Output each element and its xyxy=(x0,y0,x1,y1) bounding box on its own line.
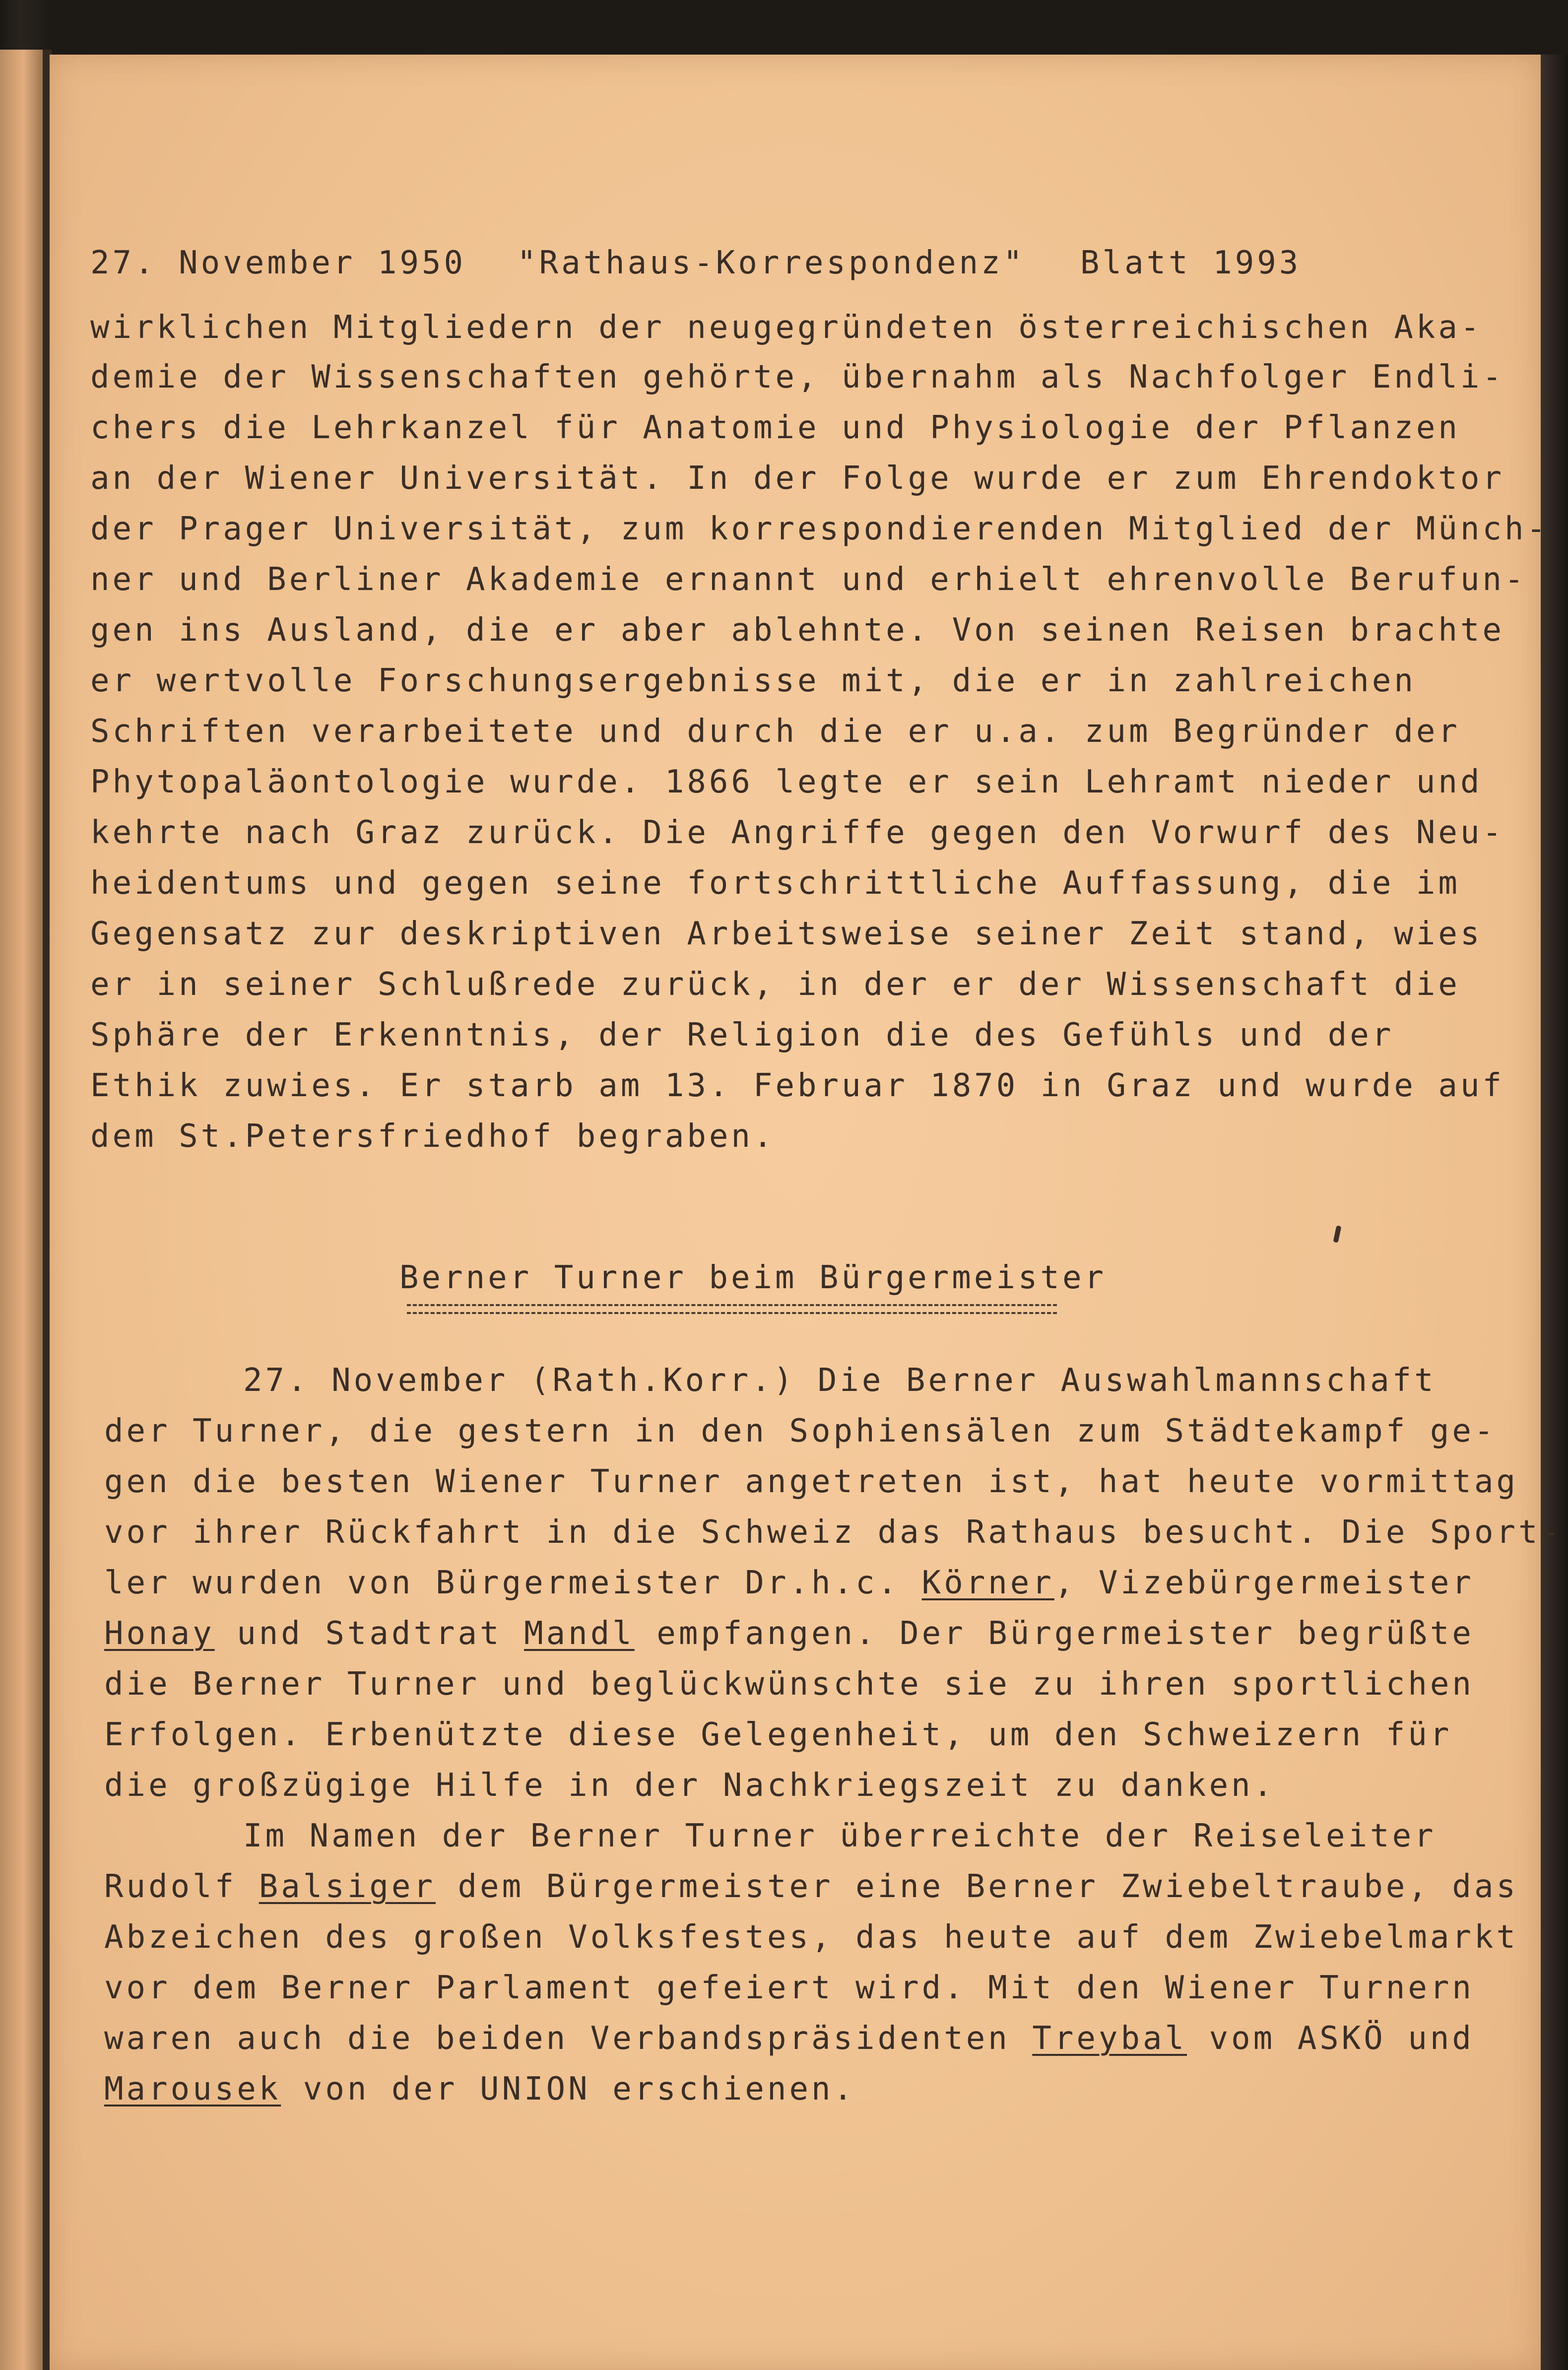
page-header xyxy=(90,247,1351,287)
text-line: Phytopaläontologie wurde. 1866 legte er sein Lehramt nieder und xyxy=(90,764,1483,800)
text-line: 27. November (Rath.Korr.) Die Berner Auswahlmannschaft xyxy=(243,1362,1437,1399)
text-segment: ler wurden von Bürgermeister Dr.h.c. xyxy=(104,1565,922,1601)
text-line xyxy=(104,1567,1474,1599)
text-segment: und Stadtrat xyxy=(214,1615,524,1652)
text-line xyxy=(104,1615,1474,1652)
underlined-name: Treybal xyxy=(1032,2020,1187,2057)
text-line: dem St.Petersfriedhof begraben. xyxy=(90,1118,776,1155)
text-line xyxy=(104,1868,1518,1905)
header-sheet-number: Blatt 1993 xyxy=(1080,245,1302,281)
text-line: heidentums und gegen seine fortschrittliche Auffassung, die im xyxy=(90,865,1460,902)
text-segment: empfangen. Der Bürgermeister begrüßte xyxy=(634,1615,1474,1652)
text-line: kehrte nach Graz zurück. Die Angriffe gegen den Vorwurf des Neu- xyxy=(90,814,1504,851)
page-shadow xyxy=(1541,55,1568,2370)
header-date: 27. November 1950 xyxy=(90,245,466,281)
underlined-name: Mandl xyxy=(524,1615,635,1652)
text-line: gen die besten Wiener Turner angetreten ist, hat heute vormittag xyxy=(104,1463,1518,1500)
text-segment: von der UNION erschienen. xyxy=(281,2071,856,2107)
text-line: Abzeichen des großen Volksfestes, das heute auf dem Zwiebelmarkt xyxy=(104,1919,1518,1956)
text-segment: Rudolf xyxy=(104,1868,259,1905)
header-publication: "Rathaus-Korrespondenz" xyxy=(517,245,1026,281)
text-line: der Prager Universität, zum korrespondierenden Mitglied der Münch- xyxy=(90,511,1549,547)
text-line: chers die Lehrkanzel für Anatomie und Physiologie der Pflanzen xyxy=(90,409,1460,446)
text-line: Gegensatz zur deskriptiven Arbeitsweise seiner Zeit stand, wies xyxy=(90,916,1483,952)
text-line: Ethik zuwies. Er starb am 13. Februar 1870 in Graz und wurde auf xyxy=(90,1067,1504,1104)
text-line: die Berner Turner und beglückwünschte sie zu ihren sportlichen xyxy=(104,1666,1474,1703)
text-line: er in seiner Schlußrede zurück, in der er der Wissenschaft die xyxy=(90,966,1460,1003)
text-line: vor dem Berner Parlament gefeiert wird. Mit den Wiener Turnern xyxy=(104,1970,1474,2006)
text-line: Im Namen der Berner Turner überreichte der Reiseleiter xyxy=(243,1818,1437,1854)
text-line: gen ins Ausland, die er aber ablehnte. Von seinen Reisen brachte xyxy=(90,612,1504,649)
text-line: an der Wiener Universität. In der Folge wurde er zum Ehrendoktor xyxy=(90,460,1504,497)
text-line: Erfolgen. Erbenützte diese Gelegenheit, um den Schweizern für xyxy=(104,1716,1452,1753)
text-line xyxy=(104,2073,855,2105)
underlined-name: Marousek xyxy=(104,2071,281,2107)
text-line: er wertvolle Forschungsergebnisse mit, die er in zahlreichen xyxy=(90,662,1416,699)
text-line: vor ihrer Rückfahrt in die Schweiz das Rathaus besucht. Die Sport- xyxy=(104,1514,1563,1551)
headline-double-underline xyxy=(407,1304,1057,1314)
underlined-name: Honay xyxy=(104,1615,215,1652)
text-line: ner und Berliner Akademie ernannt und erhielt ehrenvolle Berufun- xyxy=(90,561,1527,598)
article-headline: Berner Turner beim Bürgermeister xyxy=(399,1259,1107,1296)
text-line: demie der Wissenschaften gehörte, übernahm als Nachfolger Endli- xyxy=(90,359,1504,395)
underlined-name: Körner xyxy=(921,1565,1054,1601)
text-line: die großzügige Hilfe in der Nachkriegszeit zu danken. xyxy=(104,1767,1276,1804)
previous-page-edge xyxy=(0,50,43,2370)
text-line: wirklichen Mitgliedern der neugegründeten österreichischen Aka- xyxy=(90,309,1483,346)
text-segment: waren auch die beiden Verbandspräsidenten xyxy=(104,2020,1033,2057)
text-segment: dem Bürgermeister eine Berner Zwiebeltraube, das xyxy=(435,1868,1518,1905)
text-line: Sphäre der Erkenntnis, der Religion die des Gefühls und der xyxy=(90,1017,1394,1053)
text-line xyxy=(104,2020,1474,2057)
text-line: Schriften verarbeitete und durch die er u.a. zum Begründer der xyxy=(90,713,1460,750)
underlined-name: Balsiger xyxy=(259,1868,436,1905)
text-segment: vom ASKÖ und xyxy=(1187,2020,1474,2057)
text-segment: , Vizebürgermeister xyxy=(1054,1565,1474,1601)
text-line: der Turner, die gestern in den Sophiensälen zum Städtekampf ge- xyxy=(104,1413,1497,1449)
